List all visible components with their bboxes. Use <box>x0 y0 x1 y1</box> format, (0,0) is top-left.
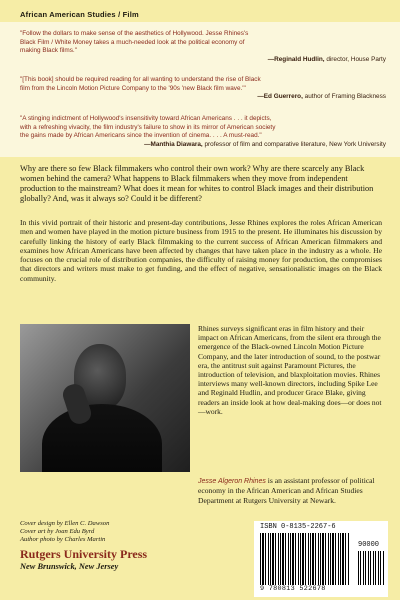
attribution-detail: professor of film and comparative literature, New York University <box>202 140 386 148</box>
price-barcode-bars <box>358 551 384 585</box>
attribution-name: —Reginald Hudlin, <box>267 55 325 63</box>
quote-line: Black Film / White Money takes a much-needed look at the political economy of <box>20 38 245 46</box>
quote-line: "[This book] should be required reading for all wanting to understand the rise of Black <box>20 76 261 83</box>
price-code: 90000 <box>358 541 380 549</box>
credit-line: Cover art by Joan Edu Byrd <box>20 528 95 536</box>
credit-line: Author photo by Charles Martin <box>20 536 106 544</box>
author-name: Jesse Algeron Rhines <box>198 478 266 485</box>
author-bio-text: is an assistant professor of political economy in the African American and African Studies Department at Rutgers University at Newark. <box>198 476 375 505</box>
category-label: African American Studies / Film <box>20 10 139 19</box>
blurb-quote <box>20 115 386 149</box>
publisher-name: Rutgers University Press <box>20 547 148 561</box>
credit-line: Cover design by Ellen C. Dawson <box>20 520 110 527</box>
attribution-detail: author of Framing Blackness <box>302 93 386 101</box>
quote-line: "A stinging indictment of Hollywood's insensitivity toward African Americans . . . it depicts, <box>20 115 272 122</box>
quote-attribution <box>20 56 386 65</box>
blurb-quote <box>20 76 386 102</box>
isbn-label: ISBN 0-8135-2267-6 <box>260 523 336 531</box>
barcode-box <box>254 521 388 597</box>
quote-attribution <box>20 141 386 150</box>
history-paragraph: Rhines surveys significant eras in film history and their impact on African Americans, from the silent era through the emergence of the Black-owned Lincoln Motion Picture Company, and the later introduction of sound, to the postwar era, the antitrust suit against Paramount Pictures, the introduction of television, and blaxploitation movies. Rhines interviews many well-known directors, including Spike Lee and Reginald Hudlin, and producer Grace Blake, giving readers an inside look at how deal-making does—or does not—work. <box>198 324 382 416</box>
quote-line: with a refreshing vivacity, the film industry's failure to show in its mirror of American society <box>20 123 276 131</box>
quote-line: "Follow the dollars to make sense of the aesthetics of Hollywood. Jesse Rhines's <box>20 30 249 37</box>
quote-attribution <box>20 93 386 102</box>
quote-line: the gains made by African Americans since the invention of cinema. . . . A must-read." <box>20 132 262 140</box>
attribution-detail: director, House Party <box>324 55 386 63</box>
blurb-quote <box>20 30 386 64</box>
description-paragraph: In this vivid portrait of their historic and present-day contributions, Jesse Rhines explores the roles African American men and women have played in the motion picture business from 1915 to the present. He illuminates his discussion by carefully linking the history of early Black filmmaking to the current success of African American filmmakers and examines how African Americans have been affected by changes that have taken place in the industry as a whole. He focuses on the crucial role of distribution companies, the difficulty of raising money for production, the compromises that directors and writers must make to get funding, and the effect of negative, sensationalistic images on the Black community. <box>20 218 382 283</box>
author-photo <box>20 324 190 472</box>
cover-credits <box>20 520 109 545</box>
intro-questions: Why are there so few Black filmmakers who control their own work? Why are there scarcely any Black women behind the camera? What happens to Black filmmakers when they move from independent production to the mainstream? What does it mean for whites to control Black images and their distribution globally? And, was it always so? Could it be different? <box>20 164 374 203</box>
publisher-place: New Brunswick, New Jersey <box>20 562 119 571</box>
attribution-name: —Ed Guerrero, <box>257 93 303 101</box>
photo-body <box>42 404 162 472</box>
author-bio <box>198 476 384 505</box>
quote-line: making Black films." <box>20 47 77 55</box>
attribution-name: —Manthia Diawara, <box>144 140 203 148</box>
quote-line: film from the Lincoln Motion Picture Company to the '90s 'new Black film wave.'" <box>20 84 246 92</box>
barcode-bars <box>260 533 350 585</box>
ean-number: 9 780813 522678 <box>260 585 326 593</box>
